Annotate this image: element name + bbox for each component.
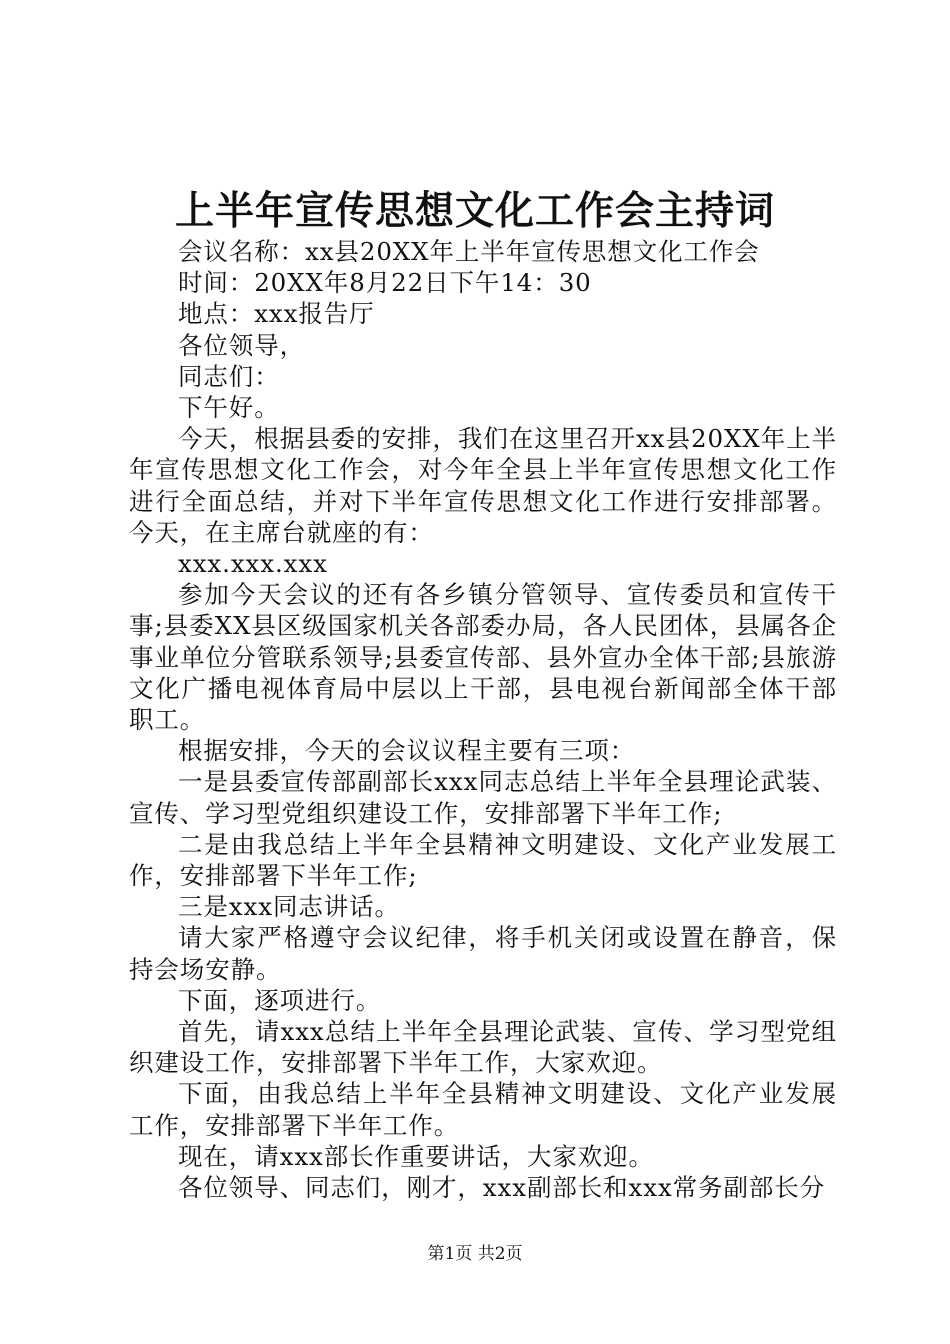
paragraph-opening: 今天，根据县委的安排，我们在这里召开xx县20XX年上半年宣传思想文化工作会，对今年全县上半年宣传思想文化工作进行全面总结，并对下半年宣传思想文化工作进行安排部署。今天，在主席台就座的有：: [129, 424, 837, 547]
paragraph-agenda-item-2: 二是由我总结上半年全县精神文明建设、文化产业发展工作，安排部署下半年工作;: [129, 829, 837, 891]
paragraph-agenda-intro: 根据安排，今天的会议议程主要有三项：: [178, 736, 636, 766]
page-footer: 第1页 共2页: [427, 1244, 523, 1264]
paragraph-second-summary: 下面，由我总结上半年全县精神文明建设、文化产业发展工作，安排部署下半年工作。: [129, 1079, 837, 1140]
paragraph-discipline: 请大家严格遵守会议纪律，将手机关闭或设置在静音，保持会场安静。: [129, 923, 837, 984]
document-body: [129, 236, 837, 1203]
paragraph-meeting-name: 会议名称：xx县20XX年上半年宣传思想文化工作会: [178, 237, 760, 266]
paragraph-meeting-location: 地点：xxx报告厅: [178, 299, 375, 329]
paragraph-proceed: 下面，逐项进行。: [178, 985, 382, 1015]
paragraph-closing-start: 各位领导、同志们，刚才，xxx副部长和xxx常务副部长分: [178, 1173, 826, 1203]
paragraph-greeting-leaders: 各位领导，: [178, 330, 305, 360]
document-title: 上半年宣传思想文化工作会主持词: [174, 188, 775, 234]
paragraph-agenda-item-3: 三是xxx同志讲话。: [178, 892, 400, 922]
paragraph-agenda-item-1: 一是县委宣传部副部长xxx同志总结上半年全县理论武装、宣传、学习型党组织建设工作，安排部署下半年工作;: [129, 767, 837, 828]
paragraph-good-afternoon: 下午好。: [178, 393, 280, 423]
paragraph-keynote: 现在，请xxx部长作重要讲话，大家欢迎。: [178, 1141, 654, 1171]
paragraph-greeting-comrades: 同志们：: [178, 361, 280, 391]
paragraph-attendees: 参加今天会议的还有各乡镇分管领导、宣传委员和宣传干事;县委XX县区级国家机关各部委办局，各人民团体，县属各企事业单位分管联系领导;县委宣传部、县外宣办全体干部;县旅游文化广播电视体育局中层以上干部，县电视台新闻部全体干部职工。: [129, 580, 837, 735]
paragraph-meeting-time: 时间：20XX年8月22日下午14：30: [178, 268, 592, 298]
paragraph-first-speaker: 首先，请xxx总结上半年全县理论武装、宣传、学习型党组织建设工作，安排部署下半年工作，大家欢迎。: [129, 1017, 837, 1078]
paragraph-rostrum-names: xxx.xxx.xxx: [178, 549, 328, 579]
